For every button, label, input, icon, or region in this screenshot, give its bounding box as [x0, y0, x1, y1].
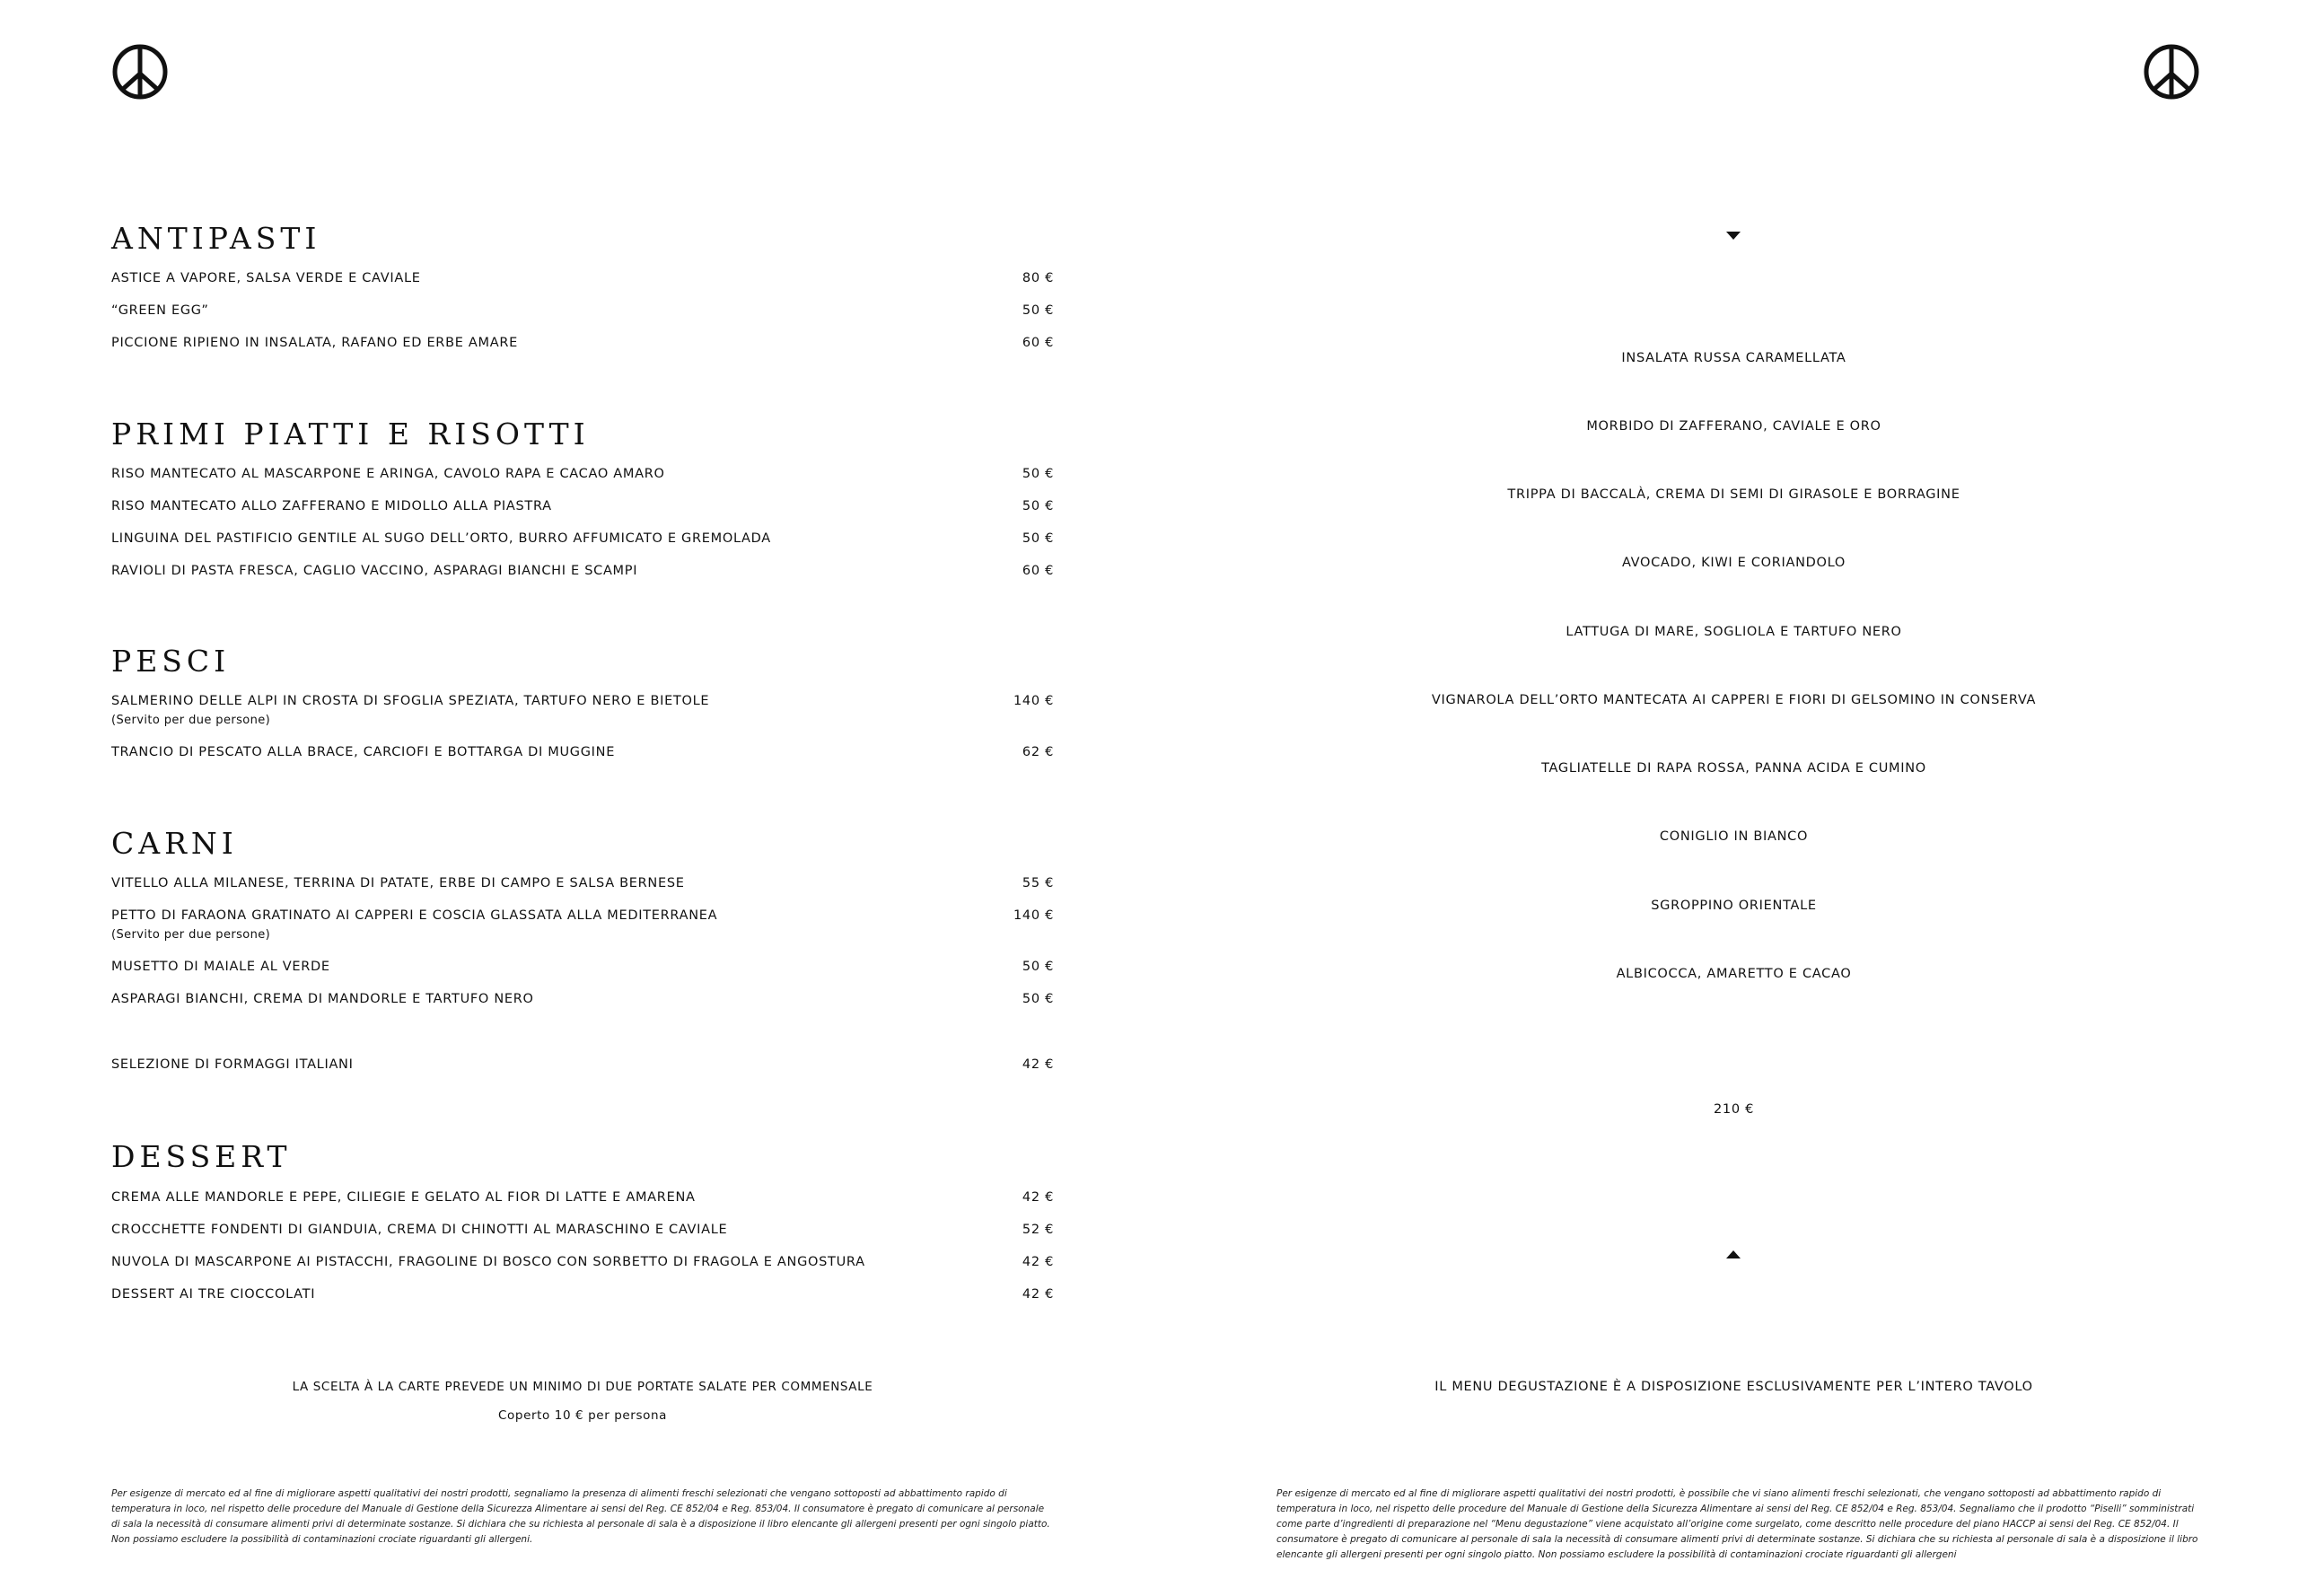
menu-item: [111, 1190, 1054, 1205]
item-price: 140 €: [1013, 908, 1054, 923]
menu-item: [111, 564, 1054, 578]
item-name: LINGUINA DEL PASTIFICIO GENTILE AL SUGO DELL’ORTO, BURRO AFFUMICATO E GREMOLADA: [111, 531, 771, 546]
menu-item: [111, 1255, 1054, 1269]
section-title-antipasti: ANTIPASTI: [111, 221, 321, 256]
item-name: NUVOLA DI MASCARPONE AI PISTACCHI, FRAGOLINE DI BOSCO CON SORBETTO DI FRAGOLA E ANGOSTURA: [111, 1255, 865, 1269]
item-name: RISO MANTECATO ALLO ZAFFERANO E MIDOLLO ALLA PIASTRA: [111, 499, 552, 513]
item-price: 50 €: [1022, 531, 1054, 546]
tasting-item: TAGLIATELLE DI RAPA ROSSA, PANNA ACIDA E CUMINO: [1541, 761, 1926, 776]
cover-charge: Coperto 10 € per persona: [498, 1408, 667, 1423]
item-price: 140 €: [1013, 694, 1054, 708]
item-price: 50 €: [1022, 467, 1054, 481]
menu-item: [111, 499, 1054, 513]
item-name: ASPARAGI BIANCHI, CREMA DI MANDORLE E TARTUFO NERO: [111, 992, 534, 1006]
item-price: 50 €: [1022, 303, 1054, 318]
item-name: VITELLO ALLA MILANESE, TERRINA DI PATATE, ERBE DI CAMPO E SALSA BERNESE: [111, 876, 685, 890]
item-name: ASTICE A VAPORE, SALSA VERDE E CAVIALE: [111, 271, 421, 285]
section-title-carni: CARNI: [111, 826, 238, 861]
item-name: PICCIONE RIPIENO IN INSALATA, RAFANO ED ERBE AMARE: [111, 336, 518, 350]
item-name: SELEZIONE DI FORMAGGI ITALIANI: [111, 1057, 354, 1072]
item-note: (Servito per due persone): [111, 928, 271, 942]
item-name: RAVIOLI DI PASTA FRESCA, CAGLIO VACCINO, ASPARAGI BIANCHI E SCAMPI: [111, 564, 638, 578]
peace-symbol-icon: [111, 43, 169, 101]
item-price: 55 €: [1022, 876, 1054, 890]
menu-item: [111, 908, 1054, 942]
item-name: CROCCHETTE FONDENTI DI GIANDUIA, CREMA DI CHINOTTI AL MARASCHINO E CAVIALE: [111, 1223, 728, 1237]
menu-item: [111, 531, 1054, 546]
item-name: MUSETTO DI MAIALE AL VERDE: [111, 960, 330, 974]
item-price: 42 €: [1022, 1287, 1054, 1302]
item-note: (Servito per due persone): [111, 714, 271, 727]
item-price: 80 €: [1022, 271, 1054, 285]
item-price: 42 €: [1022, 1255, 1054, 1269]
section-title-primi: PRIMI PIATTI E RISOTTI: [111, 417, 590, 452]
tasting-notice: IL MENU DEGUSTAZIONE È A DISPOSIZIONE ESCLUSIVAMENTE PER L’INTERO TAVOLO: [1434, 1380, 2033, 1394]
item-name: TRANCIO DI PESCATO ALLA BRACE, CARCIOFI E BOTTARGA DI MUGGINE: [111, 745, 616, 759]
menu-item: [111, 745, 1054, 759]
item-price: 42 €: [1022, 1190, 1054, 1205]
item-name: DESSERT AI TRE CIOCCOLATI: [111, 1287, 316, 1302]
tasting-item: VIGNAROLA DELL’ORTO MANTECATA AI CAPPERI E FIORI DI GELSOMINO IN CONSERVA: [1431, 693, 2037, 707]
allergen-fineprint: Per esigenze di mercato ed al fine di migliorare aspetti qualitativi dei nostri prodotti, segnaliamo la presenza di alimenti freschi selezionati che vengano sottoposti ad abbattimento rapido di temperatura in loco, nel rispetto delle procedure del Manuale di Gestione della Sicurezza Alimentare ai sensi del Reg. CE 852/04 e Reg. 853/04. Il consumatore è pregato di comunicare al personale di sala la necessità di consumare alimenti privi di determinate sostanze. Si dichiara che su richiesta al personale di sala è a disposizione il libro elencante gli allergeni presenti per ogni singolo piatto. Non possiamo escludere la possibilità di contaminazioni crociate riguardanti gli allergeni.: [111, 1488, 1050, 1545]
item-name: “GREEN EGG”: [111, 303, 209, 318]
item-price: 60 €: [1022, 336, 1054, 350]
section-title-dessert: DESSERT: [111, 1139, 292, 1174]
item-price: 62 €: [1022, 745, 1054, 759]
menu-item: [111, 876, 1054, 890]
triangle-down-icon: [1726, 232, 1741, 240]
tasting-item: CONIGLIO IN BIANCO: [1659, 829, 1809, 844]
menu-item: [111, 1223, 1054, 1237]
tasting-item: LATTUGA DI MARE, SOGLIOLA E TARTUFO NERO: [1566, 625, 1902, 639]
menu-item: [111, 694, 1054, 727]
a-la-carte-notice: LA SCELTA À LA CARTE PREVEDE UN MINIMO DI DUE PORTATE SALATE PER COMMENSALE: [292, 1380, 873, 1394]
tasting-price: 210 €: [1713, 1102, 1754, 1117]
menu-item: [111, 1057, 1054, 1072]
tasting-item: TRIPPA DI BACCALÀ, CREMA DI SEMI DI GIRASOLE E BORRAGINE: [1507, 487, 1960, 502]
section-title-pesci: PESCI: [111, 644, 231, 679]
item-price: 50 €: [1022, 960, 1054, 974]
tasting-item: ALBICOCCA, AMARETTO E CACAO: [1616, 967, 1852, 981]
menu-item: [111, 992, 1054, 1006]
tasting-menu-page: [1149, 0, 2298, 1596]
item-price: 52 €: [1022, 1223, 1054, 1237]
menu-item: [111, 467, 1054, 481]
menu-item: [111, 960, 1054, 974]
menu-item: [111, 336, 1054, 350]
menu-item: [111, 303, 1054, 318]
menu-item: [111, 1287, 1054, 1302]
peace-symbol-icon: [2143, 43, 2200, 101]
tasting-item: SGROPPINO ORIENTALE: [1651, 899, 1817, 913]
item-name: RISO MANTECATO AL MASCARPONE E ARINGA, CAVOLO RAPA E CACAO AMARO: [111, 467, 665, 481]
item-price: 50 €: [1022, 499, 1054, 513]
tasting-item: INSALATA RUSSA CARAMELLATA: [1621, 351, 1846, 365]
item-name: PETTO DI FARAONA GRATINATO AI CAPPERI E COSCIA GLASSATA ALLA MEDITERRANEA: [111, 908, 718, 923]
item-price: 60 €: [1022, 564, 1054, 578]
allergen-fineprint: Per esigenze di mercato ed al fine di migliorare aspetti qualitativi dei nostri prodotti, è possibile che vi siano alimenti freschi selezionati, che vengano sottoposti ad abbattimento rapido di temperatura in loco, nel rispetto delle procedure del Manuale di Gestione della Sicurezza Alimentare ai sensi del Reg. CE 852/04 e Reg. 853/04. Segnaliamo che il prodotto “Piselli” somministrati come parte d’ingredienti di preparazione nel “Menu degustazione” viene acquistato all’origine come surgelato, come descritto nelle procedure del piano HACCP ai sensi del Reg. CE 852/04. Il consumatore è pregato di comunicare al personale di sala la necessità di consumare alimenti privi di determinate sostanze. Si dichiara che su richiesta al personale di sala è a disposizione il libro elencante gli allergeni presenti per ogni singolo piatto. Non possiamo escludere la possibilità di contaminazioni crociate riguardanti gli allergeni: [1276, 1488, 2198, 1560]
menu-item: [111, 271, 1054, 285]
item-price: 50 €: [1022, 992, 1054, 1006]
tasting-item: MORBIDO DI ZAFFERANO, CAVIALE E ORO: [1586, 419, 1881, 434]
item-price: 42 €: [1022, 1057, 1054, 1072]
item-name: CREMA ALLE MANDORLE E PEPE, CILIEGIE E GELATO AL FIOR DI LATTE E AMARENA: [111, 1190, 696, 1205]
triangle-up-icon: [1726, 1250, 1741, 1258]
tasting-item: AVOCADO, KIWI E CORIANDOLO: [1621, 556, 1846, 570]
item-name: SALMERINO DELLE ALPI IN CROSTA DI SFOGLIA SPEZIATA, TARTUFO NERO E BIETOLE: [111, 694, 710, 708]
